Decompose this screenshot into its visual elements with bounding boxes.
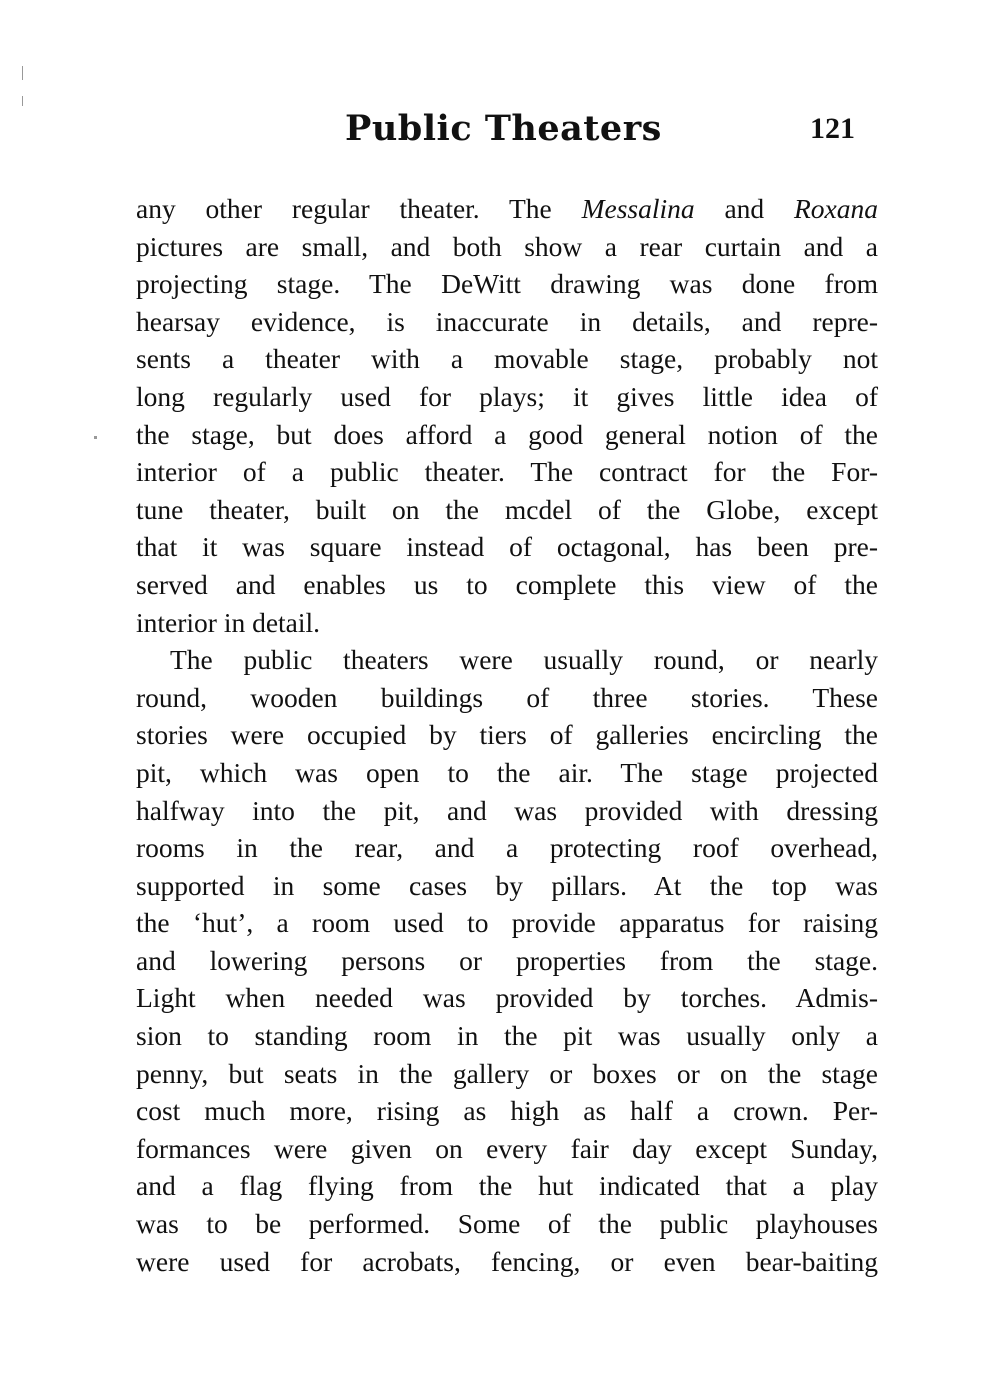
text-line: rooms in the rear, and a protecting roof overhead, — [136, 832, 878, 864]
text-line: interior of a public theater. The contract for the For- — [136, 456, 878, 488]
text-line: projecting stage. The DeWitt drawing was done from — [136, 268, 878, 300]
text-line: supported in some cases by pillars. At the top was — [136, 869, 878, 901]
margin-speck — [22, 66, 23, 80]
text-line: sents a theater with a movable stage, probably not — [136, 343, 878, 375]
text-line: sion to standing room in the pit was usually only a — [136, 1020, 878, 1052]
text-line: any other regular theater. The Messalina and Roxana — [136, 193, 878, 224]
text-line: hearsay evidence, is inaccurate in details, and repre- — [136, 305, 878, 337]
text-line: The public theaters were usually round, or nearly — [170, 644, 878, 676]
text-line: that it was square instead of octagonal, has been pre- — [136, 531, 878, 563]
text-line: penny, but seats in the gallery or boxes or on the stage — [136, 1057, 878, 1089]
running-title: Public Theaters — [345, 108, 662, 149]
margin-speck — [94, 436, 97, 439]
text-line: Light when needed was provided by torches. Admis- — [136, 982, 878, 1014]
text-line: were used for acrobats, fencing, or even bear-baiting — [136, 1245, 878, 1277]
body-text — [136, 190, 878, 1280]
text-line: served and enables us to complete this view of the — [136, 568, 878, 600]
text-line: pictures are small, and both show a rear curtain and a — [136, 230, 878, 262]
text-line: round, wooden buildings of three stories. These — [136, 681, 878, 713]
text-line: the stage, but does afford a good general notion of the — [136, 418, 878, 450]
text-line: stories were occupied by tiers of galleries encircling the — [136, 719, 878, 751]
text-line: long regularly used for plays; it gives little idea of — [136, 380, 878, 412]
text-line: halfway into the pit, and was provided with dressing — [136, 794, 878, 826]
paragraph-1 — [136, 190, 878, 641]
text-line: pit, which was open to the air. The stage projected — [136, 756, 878, 788]
text-line: the ‘hut’, a room used to provide apparatus for raising — [136, 907, 878, 939]
text-line: was to be performed. Some of the public playhouses — [136, 1208, 878, 1240]
margin-speck — [22, 96, 23, 106]
text-line: and lowering persons or properties from the stage. — [136, 944, 878, 976]
text-line: formances were given on every fair day except Sunday, — [136, 1132, 878, 1164]
page-number: 121 — [810, 112, 855, 145]
paragraph-2 — [136, 641, 878, 1280]
text-line: tune theater, built on the mcdel of the Globe, except — [136, 493, 878, 525]
text-line: cost much more, rising as high as half a crown. Per- — [136, 1095, 878, 1127]
text-line: and a flag flying from the hut indicated that a play — [136, 1170, 878, 1202]
text-line: interior in detail. — [136, 606, 321, 638]
